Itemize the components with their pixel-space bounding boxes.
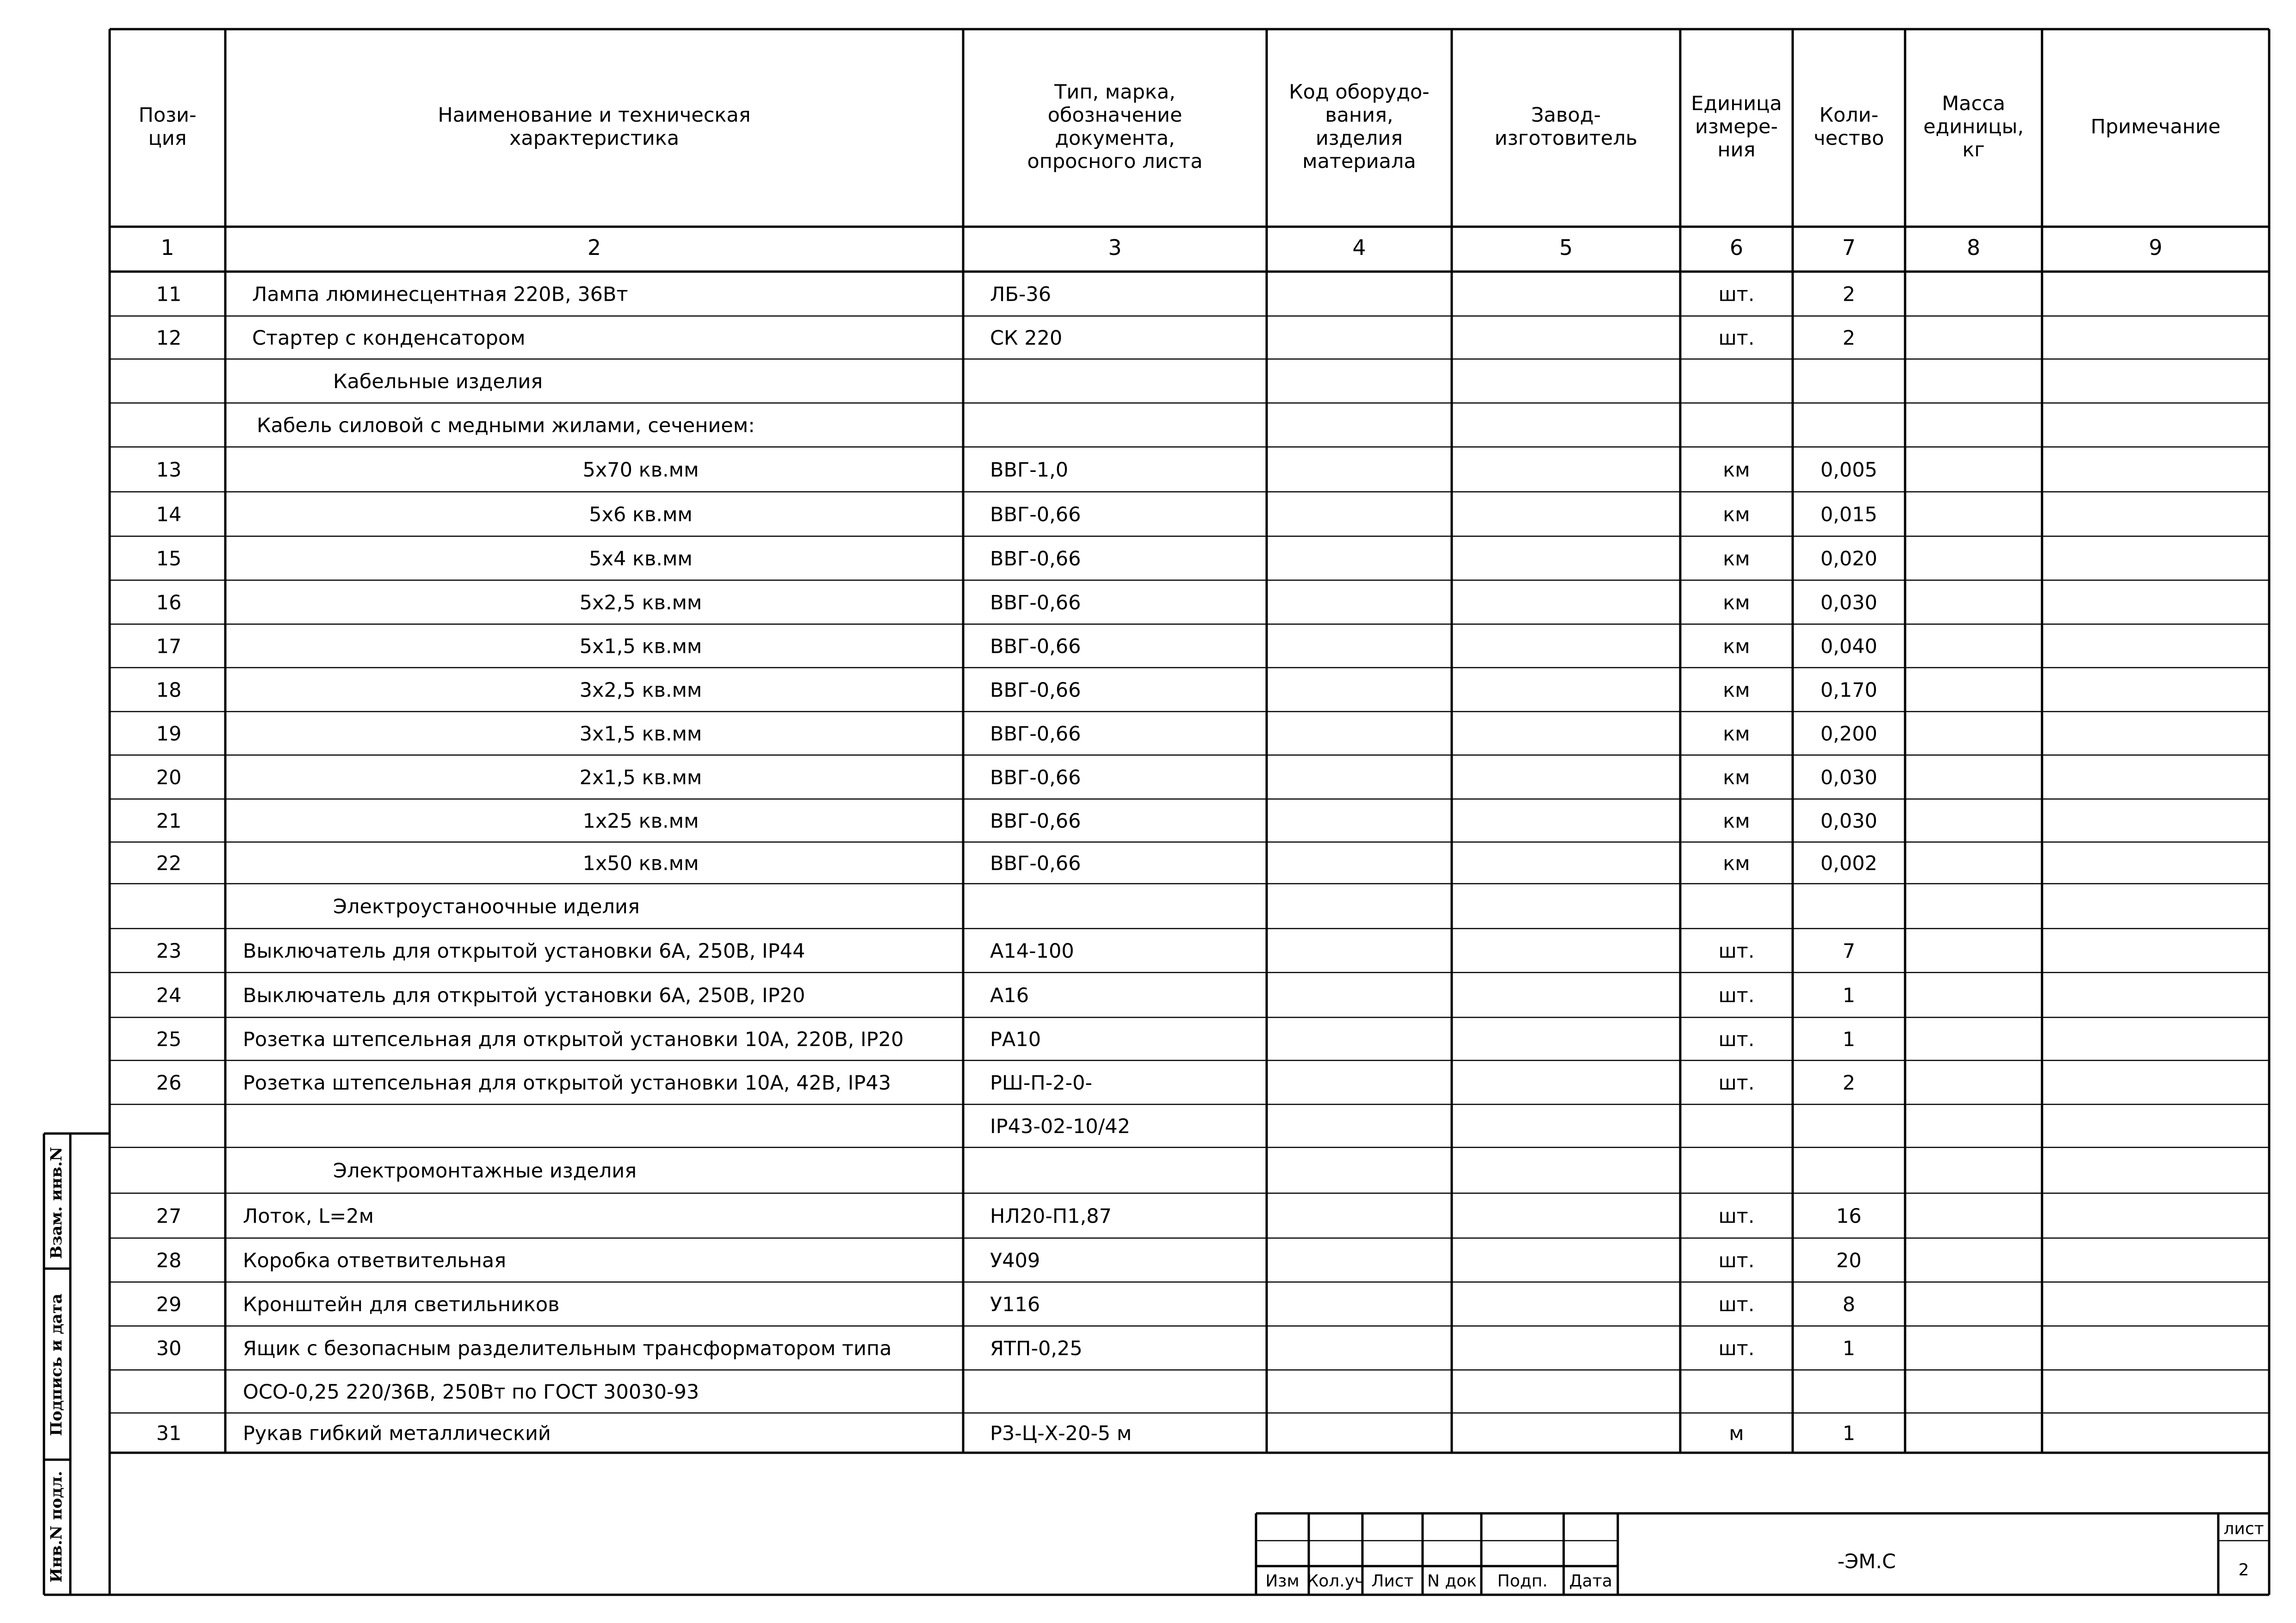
row-quantity: 7 [1842, 940, 1856, 963]
row-position: 31 [156, 1422, 182, 1445]
row-quantity: 1 [1842, 984, 1856, 1007]
titleblock-label: N док [1427, 1572, 1477, 1591]
row-unit: км [1723, 852, 1750, 875]
row-type: ВВГ-1,0 [990, 458, 1069, 482]
row-name: ОСО-0,25 220/36В, 250Вт по ГОСТ 30030-93 [243, 1381, 699, 1404]
header-col6-line: Единица [1691, 92, 1782, 115]
row-type: НЛ20-П1,87 [990, 1205, 1112, 1228]
row-name: Ящик с безопасным разделительным трансформатором типа [243, 1337, 892, 1360]
row-name: Кабель силовой с медными жилами, сечением: [257, 414, 755, 437]
header-col1-line: Пози- [138, 104, 197, 127]
row-name: 5х1,5 кв.мм [579, 635, 702, 658]
row-position: 30 [156, 1337, 182, 1360]
row-name: Лоток, L=2м [243, 1205, 374, 1228]
row-type: ВВГ-0,66 [990, 679, 1081, 702]
row-name: Стартер с конденсатором [252, 327, 526, 350]
row-position: 20 [156, 766, 182, 789]
row-type: ВВГ-0,66 [990, 766, 1081, 789]
titleblock-label: Подп. [1497, 1572, 1548, 1591]
row-position: 24 [156, 984, 182, 1007]
row-type: ВВГ-0,66 [990, 722, 1081, 746]
sheet-number: 2 [2238, 1561, 2249, 1580]
row-type: ВВГ-0,66 [990, 591, 1081, 614]
row-type: А14-100 [990, 940, 1074, 963]
row-unit: км [1723, 722, 1750, 746]
header-col9-line: Примечание [2091, 115, 2221, 138]
row-name: Кабельные изделия [333, 370, 543, 393]
row-quantity: 0,020 [1820, 547, 1878, 570]
row-name: 5х6 кв.мм [589, 503, 693, 527]
row-quantity: 16 [1836, 1205, 1862, 1228]
titleblock-label: Изм [1265, 1572, 1300, 1591]
row-type: ВВГ-0,66 [990, 635, 1081, 658]
row-name: 3х1,5 кв.мм [579, 722, 702, 746]
header-col8-line: кг [1962, 138, 1985, 161]
row-type: ЯТП-0,25 [990, 1337, 1083, 1360]
row-position: 14 [156, 503, 182, 527]
column-number: 9 [2148, 235, 2163, 260]
header-col2-line: характеристика [509, 127, 680, 150]
row-quantity: 1 [1842, 1028, 1856, 1051]
column-number: 6 [1729, 235, 1744, 260]
row-name: 2х1,5 кв.мм [579, 766, 702, 789]
row-unit: шт. [1718, 940, 1755, 963]
row-type: ВВГ-0,66 [990, 810, 1081, 833]
row-quantity: 20 [1836, 1249, 1862, 1272]
row-unit: шт. [1718, 283, 1755, 306]
row-type: IP43-02-10/42 [990, 1115, 1130, 1138]
row-position: 23 [156, 940, 182, 963]
row-position: 18 [156, 679, 182, 702]
row-position: 12 [156, 327, 182, 350]
row-name: Электроустаноочные иделия [333, 895, 640, 918]
row-quantity: 0,170 [1820, 679, 1878, 702]
header-col8-line: Масса [1942, 92, 2005, 115]
row-quantity: 8 [1842, 1293, 1856, 1316]
titleblock-label: Кол.уч [1306, 1572, 1365, 1591]
column-number: 2 [587, 235, 601, 260]
header-col6-line: ния [1717, 138, 1756, 161]
row-name: Выключатель для открытой установки 6А, 250В, IP44 [243, 940, 805, 963]
row-quantity: 2 [1842, 283, 1856, 306]
row-name: 3х2,5 кв.мм [579, 679, 702, 702]
row-quantity: 0,200 [1820, 722, 1878, 746]
header-col4-line: материала [1302, 150, 1416, 173]
row-name: Кронштейн для светильников [243, 1293, 560, 1316]
row-type: ЛБ-36 [990, 283, 1052, 306]
row-name: Розетка штепсельная для открытой установки 10А, 42В, IP43 [243, 1072, 891, 1095]
row-name: Коробка ответвительная [243, 1249, 507, 1272]
header-col7-line: Коли- [1819, 104, 1879, 127]
row-unit: шт. [1718, 1072, 1755, 1095]
header-col5-line: Завод- [1531, 104, 1601, 127]
row-type: СК 220 [990, 327, 1063, 350]
row-unit: шт. [1718, 984, 1755, 1007]
row-position: 27 [156, 1205, 182, 1228]
row-type: РА10 [990, 1028, 1041, 1051]
titleblock-label: Дата [1569, 1572, 1613, 1591]
row-position: 21 [156, 810, 182, 833]
header-col2-line: Наименование и техническая [438, 104, 751, 127]
document-designation: -ЭМ.С [1837, 1550, 1896, 1573]
row-unit: км [1723, 679, 1750, 702]
column-number: 8 [1967, 235, 1980, 260]
row-name: 5х2,5 кв.мм [579, 591, 702, 614]
header-col8-line: единицы, [1923, 115, 2024, 138]
header-col6-line: измере- [1695, 115, 1778, 138]
header-col4-line: вания, [1325, 104, 1393, 127]
header-col4-line: изделия [1315, 127, 1403, 150]
row-name: 1х25 кв.мм [582, 810, 699, 833]
header-col3-line: Тип, марка, [1054, 81, 1176, 104]
row-name: 5х4 кв.мм [589, 547, 693, 570]
row-type: У409 [990, 1249, 1040, 1272]
row-position: 22 [156, 852, 182, 875]
row-position: 19 [156, 722, 182, 746]
stamp-podpis: Подпись и дата [47, 1293, 66, 1437]
row-unit: шт. [1718, 327, 1755, 350]
row-unit: шт. [1718, 1293, 1755, 1316]
row-quantity: 0,015 [1820, 503, 1878, 527]
column-number: 7 [1842, 235, 1856, 260]
row-type: У116 [990, 1293, 1040, 1316]
row-name: 5х70 кв.мм [582, 458, 699, 482]
row-type: ВВГ-0,66 [990, 503, 1081, 527]
row-type: А16 [990, 984, 1029, 1007]
titleblock-label: Лист [1371, 1572, 1414, 1591]
row-position: 11 [156, 283, 182, 306]
row-unit: шт. [1718, 1205, 1755, 1228]
header-col3-line: обозначение [1047, 104, 1182, 127]
row-quantity: 2 [1842, 327, 1856, 350]
row-position: 15 [156, 547, 182, 570]
header-col4-line: Код оборудо- [1289, 81, 1430, 104]
row-quantity: 2 [1842, 1072, 1856, 1095]
row-unit: шт. [1718, 1337, 1755, 1360]
row-name: Рукав гибкий металлический [243, 1422, 551, 1445]
row-position: 25 [156, 1028, 182, 1051]
row-name: Выключатель для открытой установки 6А, 250В, IP20 [243, 984, 805, 1007]
header-col1-line: ция [148, 127, 187, 150]
row-position: 16 [156, 591, 182, 614]
column-number: 5 [1559, 235, 1573, 260]
row-type: РШ-П-2-0- [990, 1072, 1093, 1095]
sheet-label: лист [2223, 1519, 2264, 1538]
row-quantity: 1 [1842, 1337, 1856, 1360]
row-unit: м [1729, 1422, 1744, 1445]
row-unit: км [1723, 810, 1750, 833]
row-quantity: 0,005 [1820, 458, 1878, 482]
row-name: Электромонтажные изделия [333, 1159, 637, 1183]
row-type: ВВГ-0,66 [990, 852, 1081, 875]
header-col3-line: документа, [1055, 127, 1175, 150]
column-number: 1 [161, 235, 174, 260]
table-content [47, 81, 2264, 1591]
stamp-inv: Инв.N подл. [47, 1471, 66, 1583]
row-unit: км [1723, 547, 1750, 570]
stamp-vzam: Взам. инв.N [47, 1146, 66, 1259]
header-col7-line: чество [1813, 127, 1884, 150]
header-col3-line: опросного листа [1027, 150, 1203, 173]
column-number: 3 [1108, 235, 1122, 260]
row-unit: км [1723, 458, 1750, 482]
row-type: ВВГ-0,66 [990, 547, 1081, 570]
row-quantity: 0,030 [1820, 810, 1878, 833]
row-name: Розетка штепсельная для открытой установки 10А, 220В, IP20 [243, 1028, 904, 1051]
row-name: Лампа люминесцентная 220В, 36Вт [252, 283, 628, 306]
row-position: 28 [156, 1249, 182, 1272]
row-type: Р3-Ц-Х-20-5 м [990, 1422, 1132, 1445]
row-unit: км [1723, 766, 1750, 789]
row-quantity: 0,040 [1820, 635, 1878, 658]
row-unit: шт. [1718, 1028, 1755, 1051]
row-position: 29 [156, 1293, 182, 1316]
row-position: 13 [156, 458, 182, 482]
row-position: 26 [156, 1072, 182, 1095]
row-quantity: 0,002 [1820, 852, 1878, 875]
row-quantity: 0,030 [1820, 766, 1878, 789]
row-unit: км [1723, 591, 1750, 614]
row-quantity: 1 [1842, 1422, 1856, 1445]
row-position: 17 [156, 635, 182, 658]
row-unit: шт. [1718, 1249, 1755, 1272]
row-quantity: 0,030 [1820, 591, 1878, 614]
row-name: 1х50 кв.мм [582, 852, 699, 875]
header-col5-line: изготовитель [1494, 127, 1638, 150]
row-unit: км [1723, 503, 1750, 527]
row-unit: км [1723, 635, 1750, 658]
column-number: 4 [1352, 235, 1366, 260]
